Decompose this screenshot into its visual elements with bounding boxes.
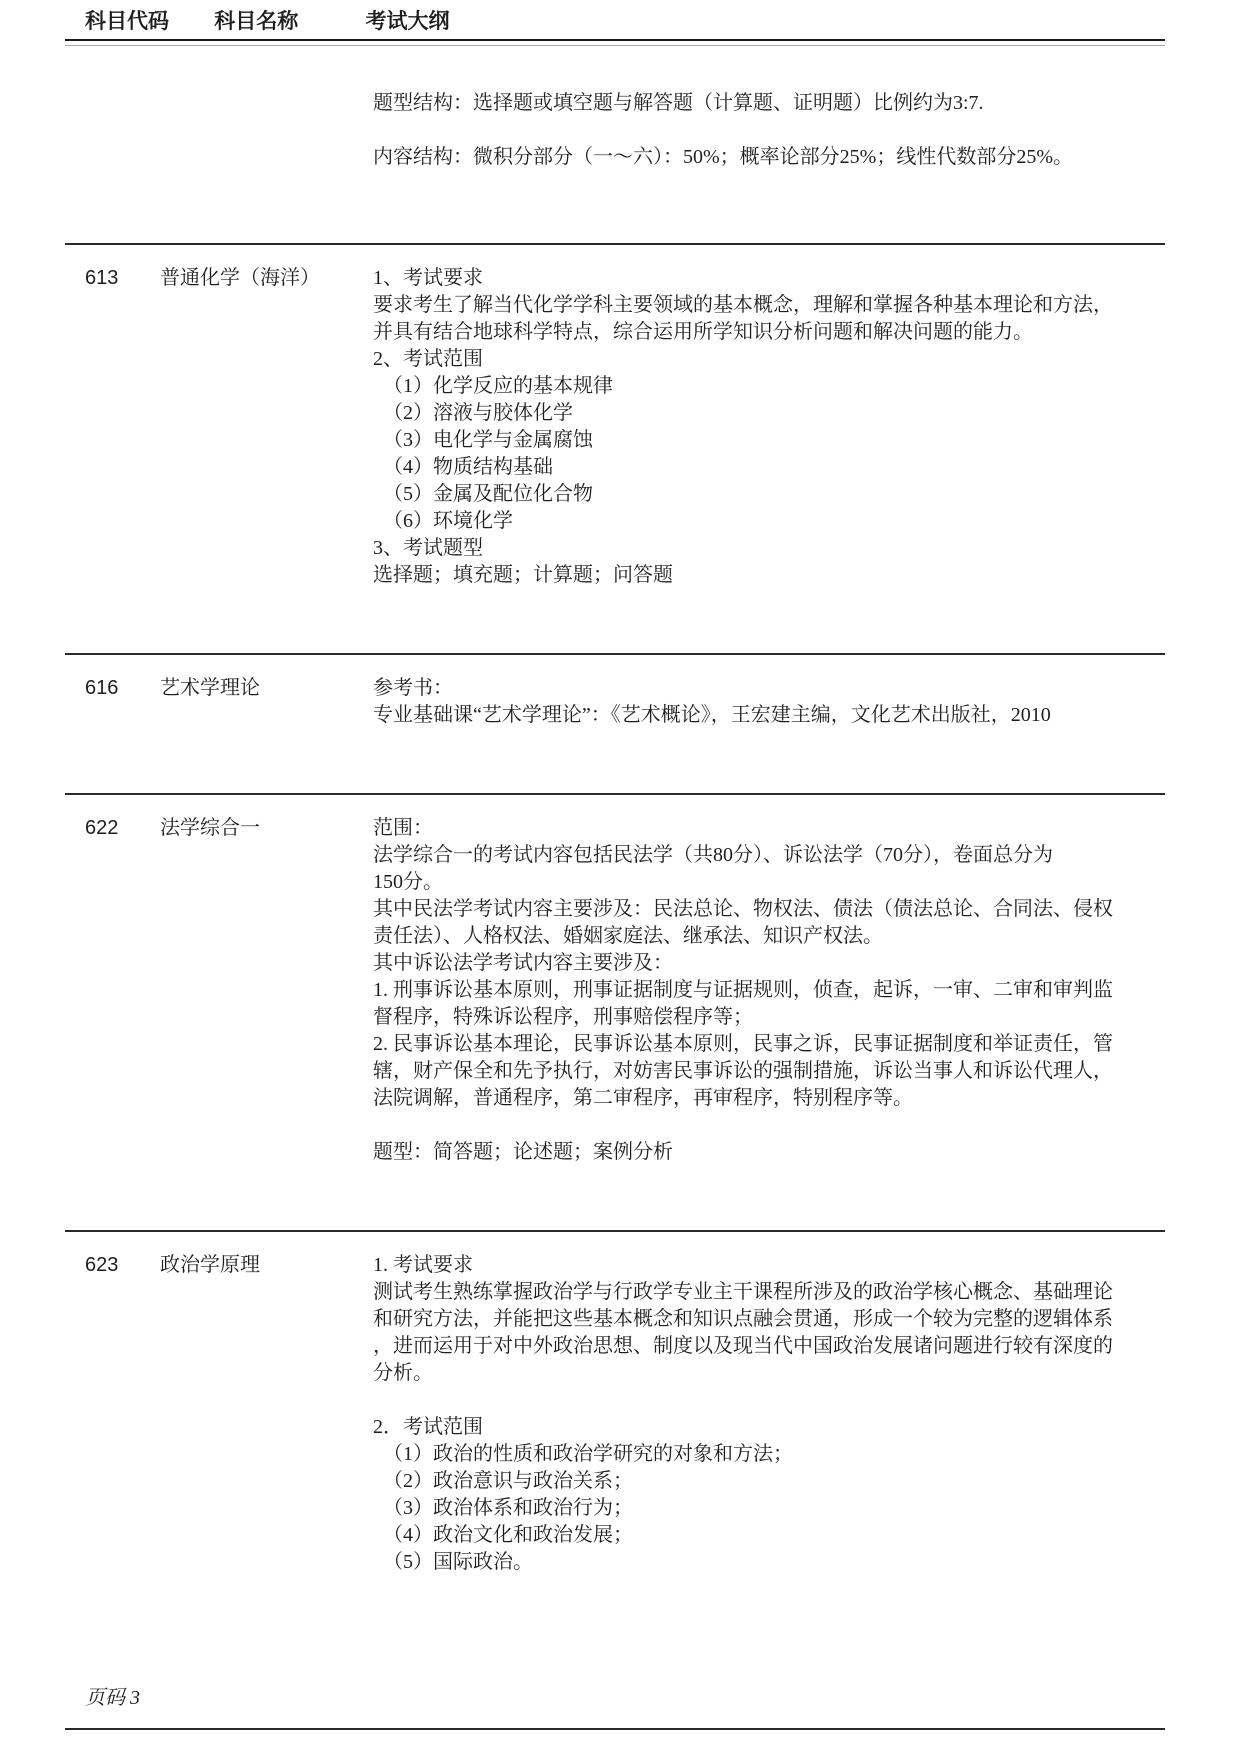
outline-line: 其中诉讼法学考试内容主要涉及： [373,952,673,974]
subject-name: 艺术学理论 [160,677,260,699]
outline-line: （1）化学反应的基本规律 [373,375,613,397]
outline-line [373,117,1165,144]
page-footer [65,1685,1165,1730]
subject-code: 623 [85,1254,119,1276]
page-number: 页码 3 [85,1687,140,1709]
subject-row [65,793,1165,1230]
outline-line: 题型结构：选择题或填空题与解答题（计算题、证明题）比例约为3:7. [373,92,984,114]
outline-line: 1、考试要求 [373,267,483,289]
subject-code: 622 [85,817,119,839]
subject-code [65,90,160,171]
subject-name: 法学综合一 [160,817,260,839]
subject-outline [373,1252,1165,1576]
outline-line: （6）环境化学 [373,510,513,532]
table-header [65,8,1165,34]
outline-line: （4）物质结构基础 [373,456,553,478]
subject-row [65,1230,1165,1640]
outline-line [373,1112,1165,1139]
outline-line: （5）金属及配位化合物 [373,483,593,505]
outline-line: 3、考试题型 [373,537,483,559]
subject-table [65,46,1165,1640]
subject-name: 普通化学（海洋） [160,267,320,289]
outline-line: （2）溶液与胶体化学 [373,402,573,424]
subject-outline [373,265,1165,589]
outline-line: 其中民法学考试内容主要涉及：民法总论、物权法、债法（债法总论、合同法、侵权 [373,898,1113,920]
subject-outline [373,815,1165,1166]
outline-line: 2、考试范围 [373,348,483,370]
outline-line: 并具有结合地球科学特点，综合运用所学知识分析问题和解决问题的能力。 [373,321,1033,343]
subject-row [65,46,1165,243]
outline-line: （3）电化学与金属腐蚀 [373,429,593,451]
outline-line: 内容结构：微积分部分（一～六）：50%；概率论部分25%；线性代数部分25%。 [373,146,1073,168]
outline-line: 1. 刑事诉讼基本原则，刑事证据制度与证据规则，侦查，起诉，一审、二审和审判监 [373,979,1113,1001]
outline-line: 范围： [373,817,433,839]
outline-line: 责任法）、人格权法、婚姻家庭法、继承法、知识产权法。 [373,925,883,947]
outline-line: 法学综合一的考试内容包括民法学（共80分）、诉讼法学（70分），卷面总分为 [373,844,1053,866]
outline-line: （1）政治的性质和政治学研究的对象和方法； [373,1443,793,1465]
outline-line: （4）政治文化和政治发展； [373,1524,633,1546]
outline-line: 选择题；填充题；计算题；问答题 [373,564,673,586]
header-divider [65,39,1165,46]
outline-line: 要求考生了解当代化学学科主要领域的基本概念，理解和掌握各种基本理论和方法， [373,294,1113,316]
subject-name: 政治学原理 [160,1254,260,1276]
outline-line: 分析。 [373,1362,433,1384]
subject-row [65,243,1165,653]
header-col-code: 科目代码 [85,9,169,33]
outline-line: （3）政治体系和政治行为； [373,1497,633,1519]
outline-line: 测试考生熟练掌握政治学与行政学专业主干课程所涉及的政治学核心概念、基础理论 [373,1281,1113,1303]
outline-line: 辖，财产保全和先予执行，对妨害民事诉讼的强制措施，诉讼当事人和诉讼代理人， [373,1060,1113,1082]
subject-code: 616 [85,677,119,699]
outline-line: 专业基础课“艺术学理论”：《艺术概论》，王宏建主编，文化艺术出版社，2010 [373,704,1051,726]
header-col-outline: 考试大纲 [365,9,450,33]
outline-line: 参考书： [373,677,453,699]
subject-outline [373,90,1165,171]
outline-line: 法院调解，普通程序，第二审程序，再审程序，特别程序等。 [373,1087,913,1109]
outline-line: 督程序，特殊诉讼程序，刑事赔偿程序等； [373,1006,753,1028]
subject-row [65,653,1165,793]
outline-line: 2．考试范围 [373,1416,483,1438]
outline-line: （5）国际政治。 [373,1551,533,1573]
outline-line: ，进而运用于对中外政治思想、制度以及现当代中国政治发展诸问题进行较有深度的 [373,1335,1113,1357]
outline-line [373,1387,1165,1414]
subject-outline [373,675,1165,729]
outline-line: 和研究方法，并能把这些基本概念和知识点融会贯通，形成一个较为完整的逻辑体系 [373,1308,1113,1330]
outline-line: 1. 考试要求 [373,1254,473,1276]
footer-divider [65,1728,1165,1730]
outline-line: 150分。 [373,871,443,893]
outline-line: 题型：简答题；论述题；案例分析 [373,1141,673,1163]
subject-code: 613 [85,267,119,289]
outline-line: （2）政治意识与政治关系； [373,1470,633,1492]
subject-name [160,90,373,171]
header-col-name: 科目名称 [214,9,299,33]
outline-line: 2. 民事诉讼基本理论，民事诉讼基本原则，民事之诉，民事证据制度和举证责任，管 [373,1033,1113,1055]
